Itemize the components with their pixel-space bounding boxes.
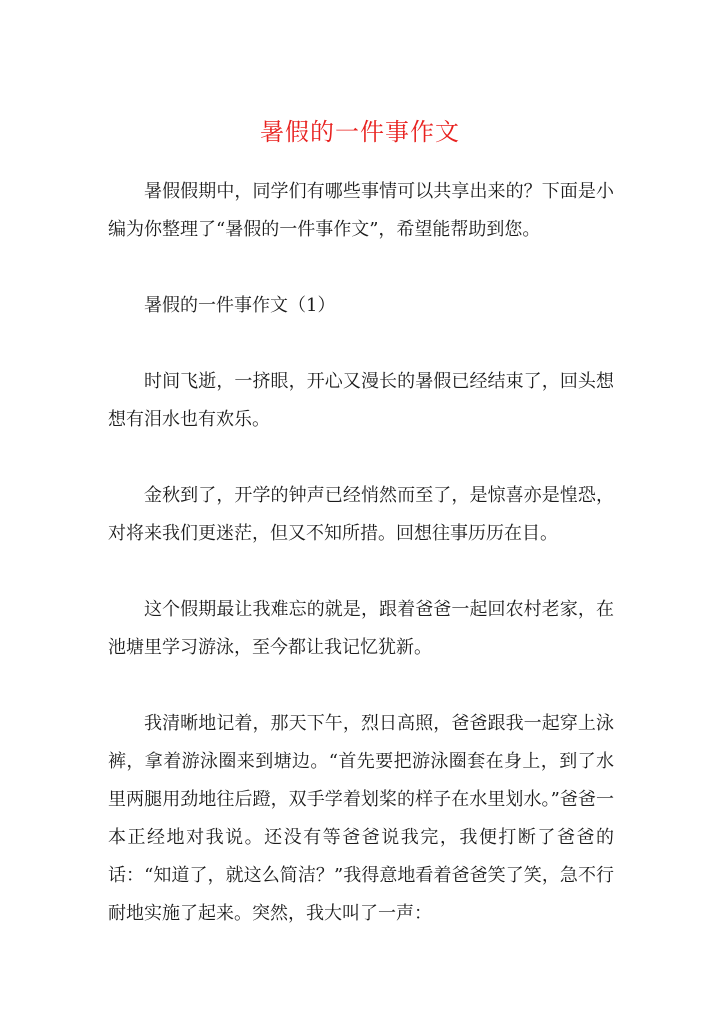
- body-paragraph: 我清晰地记着，那天下午，烈日高照，爸爸跟我一起穿上泳裤，拿着游泳圈来到塘边。“首先要把游泳圈套在身上，到了水里两腿用劲地往后蹬，双手学着划桨的样子在水里划水。”爸爸一本正经地对我说。还没有等爸爸说我完，我便打断了爸爸的话：“知道了，就这么简洁？”我得意地看着爸爸笑了笑，急不行耐地实施了起来。突然，我大叫了一声：: [108, 713, 614, 924]
- document-title: 暑假的一件事作文: [260, 118, 460, 146]
- section-heading: 暑假的一件事作文（1）: [144, 295, 336, 316]
- intro-paragraph: 暑假假期中，同学们有哪些事情可以共享出来的？下面是小编为你整理了“暑假的一件事作文”，希望能帮助到您。: [108, 181, 614, 240]
- document-body: [108, 173, 614, 933]
- body-paragraph: 这个假期最让我难忘的就是，跟着爸爸一起回农村老家，在池塘里学习游泳，至今都让我记忆犹新。: [108, 599, 614, 658]
- body-paragraph: 金秋到了，开学的钟声已经悄然而至了，是惊喜亦是惶恐，对将来我们更迷茫，但又不知所措。回想往事历历在目。: [108, 485, 614, 544]
- body-paragraph: 时间飞逝，一挤眼，开心又漫长的暑假已经结束了，回头想想有泪水也有欢乐。: [108, 371, 614, 430]
